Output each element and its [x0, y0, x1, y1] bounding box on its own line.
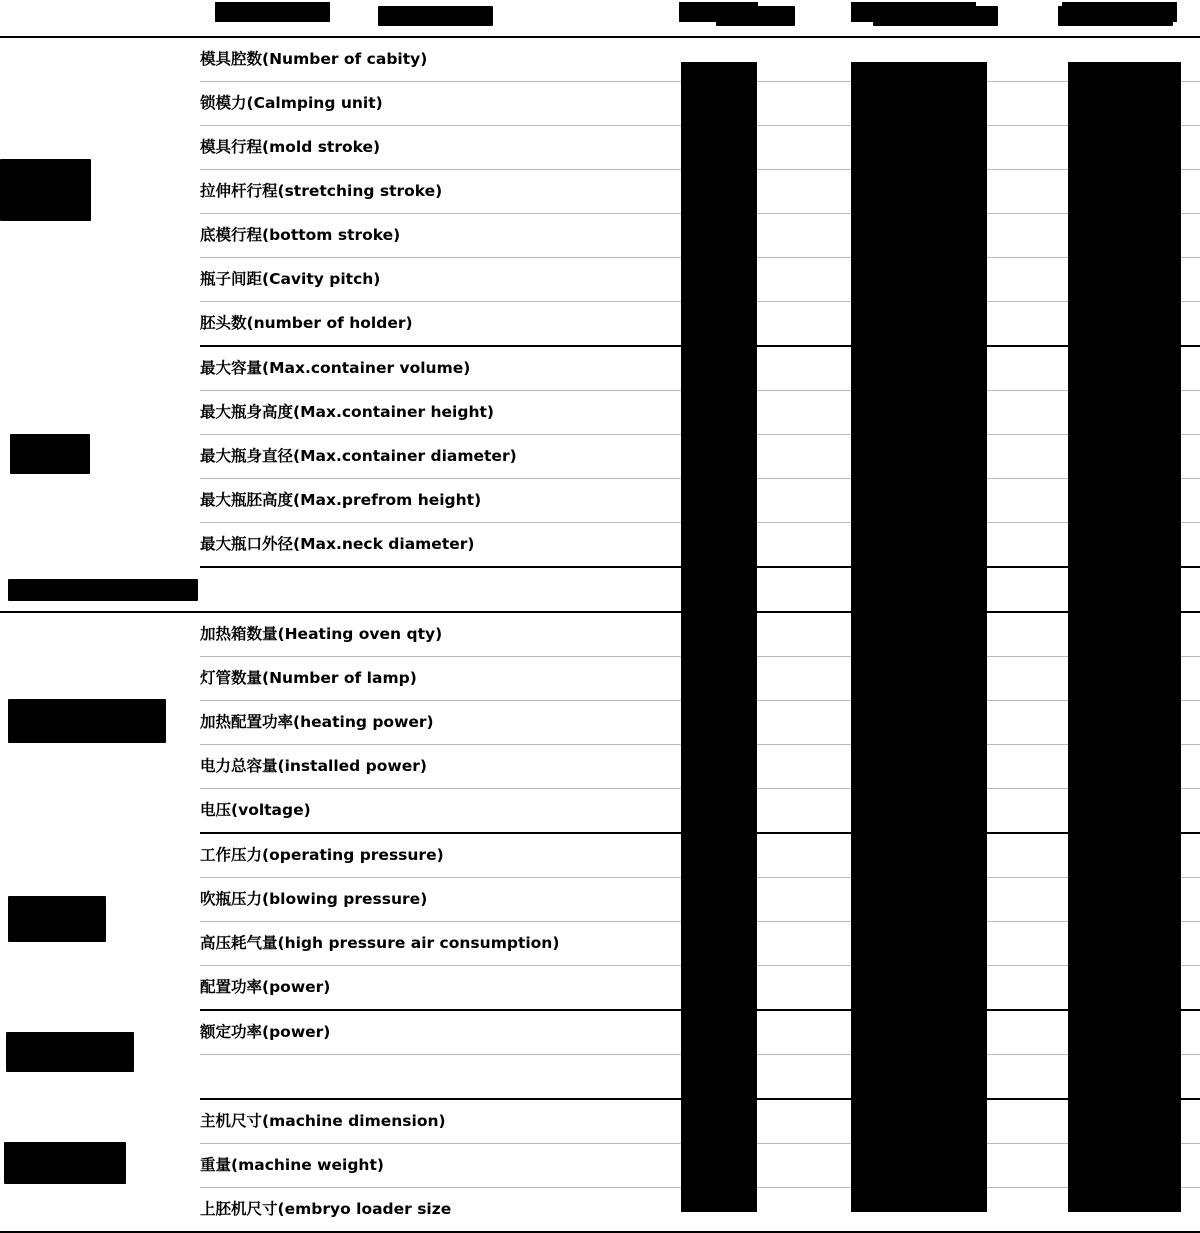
header-group-cell: [0, 0, 200, 36]
redaction-header-model-3: [1062, 2, 1177, 22]
redaction-column-model-3: [1068, 62, 1181, 1212]
table-row-capacity: [0, 567, 1200, 612]
row-item-label: 锁模力(Calmping unit): [200, 82, 670, 126]
row-item-label: 工作压力(operating pressure): [200, 833, 670, 878]
group-label-container: [0, 346, 200, 567]
group-label-heating: [0, 612, 200, 833]
redaction-header-model-1: [679, 2, 758, 22]
table-row: [0, 1010, 1200, 1055]
row-item-label-empty: [200, 1055, 670, 1100]
group-label-chiller: [0, 1010, 200, 1099]
row-item-label: 最大瓶身直径(Max.container diameter): [200, 435, 670, 479]
table-row: [0, 346, 1200, 391]
row-item-label: 电力总容量(installed power): [200, 745, 670, 789]
row-item-label: 模具腔数(Number of cabity): [200, 37, 670, 82]
group-label-air: [0, 833, 200, 1010]
row-item-label: 拉伸杆行程(stretching stroke): [200, 170, 670, 214]
row-item-label: 吹瓶压力(blowing pressure): [200, 878, 670, 922]
row-item-label: 加热配置功率(heating power): [200, 701, 670, 745]
row-item-label: 底模行程(bottom stroke): [200, 214, 670, 258]
row-item-label: 最大容量(Max.container volume): [200, 346, 670, 391]
group-label-capacity: [0, 567, 670, 612]
row-item-label: 额定功率(power): [200, 1010, 670, 1055]
redaction-header-model-2: [851, 2, 976, 22]
table-row: [0, 1099, 1200, 1144]
row-item-label: 加热箱数量(Heating oven qty): [200, 612, 670, 657]
row-item-label: 最大瓶身高度(Max.container height): [200, 391, 670, 435]
table-row: [0, 37, 1200, 82]
row-item-label: 上胚机尺寸(embryo loader size: [200, 1188, 670, 1233]
table-row: [0, 833, 1200, 878]
redaction-column-model-2: [851, 62, 987, 1212]
table-header-row: [0, 0, 1200, 36]
group-label-mold: [0, 37, 200, 346]
row-item-label: 配置功率(power): [200, 966, 670, 1011]
row-item-label: 胚头数(number of holder): [200, 302, 670, 347]
group-label-machine: [0, 1099, 200, 1232]
row-item-label: 电压(voltage): [200, 789, 670, 834]
header-item-label: [378, 6, 493, 26]
row-item-label: 灯管数量(Number of lamp): [200, 657, 670, 701]
row-item-label: 最大瓶口外径(Max.neck diameter): [200, 523, 670, 568]
row-item-label: 主机尺寸(machine dimension): [200, 1099, 670, 1144]
redaction-column-model-1: [681, 62, 757, 1212]
row-item-label: 模具行程(mold stroke): [200, 126, 670, 170]
row-item-label: 重量(machine weight): [200, 1144, 670, 1188]
redaction-header-item: [215, 2, 330, 22]
row-item-label: 高压耗气量(high pressure air consumption): [200, 922, 670, 966]
table-row: [0, 612, 1200, 657]
row-item-label: 瓶子间距(Cavity pitch): [200, 258, 670, 302]
row-item-label: 最大瓶胚高度(Max.prefrom height): [200, 479, 670, 523]
